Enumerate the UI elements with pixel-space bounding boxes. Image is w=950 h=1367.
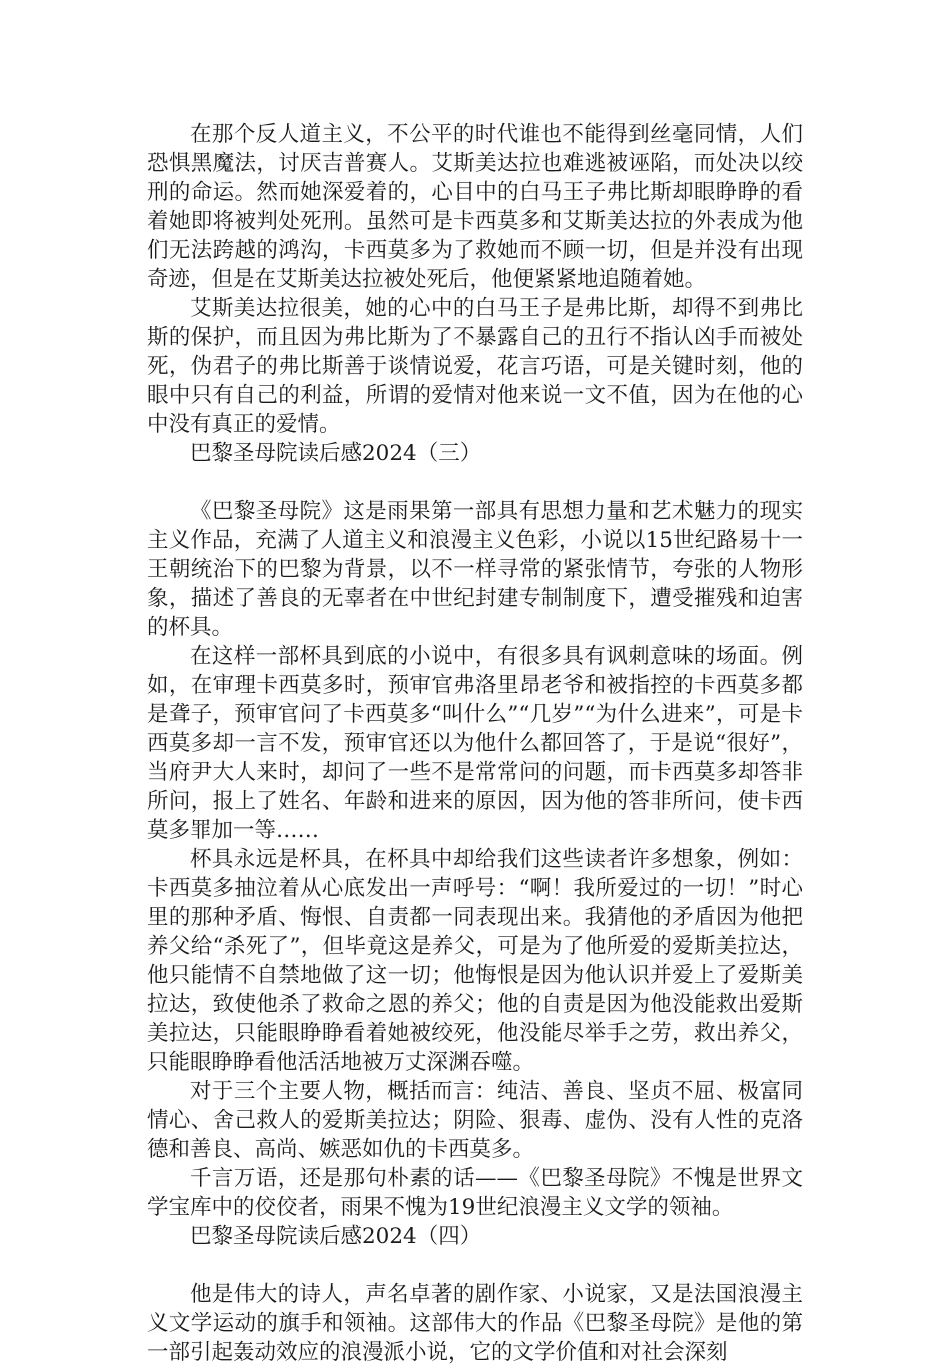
- paragraph: 《巴黎圣母院》这是雨果第一部具有思想力量和艺术魅力的现实主义作品，充满了人道主义和浪漫主义色彩，小说以15世纪路易十一王朝统治下的巴黎为背景，以不一样寻常的紧张情节，夸张的人物形象，描述了善良的无辜者在中世纪封建专制制度下，遭受摧残和迫害的杯具。: [147, 499, 803, 640]
- paragraph: 艾斯美达拉很美，她的心中的白马王子是弗比斯，却得不到弗比斯的保护，而且因为弗比斯为了不暴露自己的丑行不指认凶手而被处死，伪君子的弗比斯善于谈情说爱，花言巧语，可是关键时刻，他的眼中只有自己的利益，所谓的爱情对他来说一文不值，因为在他的心中没有真正的爱情。: [147, 296, 803, 437]
- section-heading-4: 巴黎圣母院读后感2024（四）: [190, 1224, 482, 1249]
- blank-line: [147, 1251, 803, 1280]
- paragraph: 在这样一部杯具到底的小说中，有很多具有讽刺意味的场面。例如，在审理卡西莫多时，预审官弗洛里昂老爷和被指控的卡西莫多都是聋子，预审官问了卡西莫多“叫什么”“几岁”“为什么进来”，可是卡西莫多却一言不发，预审官还以为他什么都回答了，于是说“很好”，当府尹大人来时，却问了一些不是常常问的问题，而卡西莫多却答非所问，报上了姓名、年龄和进来的原因，因为他的答非所问，使卡西莫多罪加一等……: [147, 644, 803, 843]
- paragraph: 对于三个主要人物，概括而言：纯洁、善良、坚贞不屈、极富同情心、舍己救人的爱斯美拉达；阴险、狠毒、虚伪、没有人性的克洛德和善良、高尚、嫉恶如仇的卡西莫多。: [147, 1079, 803, 1162]
- paragraph: 千言万语，还是那句朴素的话——《巴黎圣母院》不愧是世界文学宝库中的佼佼者，雨果不愧为19世纪浪漫主义文学的领袖。: [147, 1166, 803, 1220]
- blank-line: [147, 468, 803, 497]
- paragraph: 杯具永远是杯具，在杯具中却给我们这些读者许多想象，例如：卡西莫多抽泣着从心底发出一声呼号：“啊！我所爱过的一切！”时心里的那种矛盾、悔恨、自责都一同表现出来。我猜他的矛盾因为他把养父给“杀死了”，但毕竟这是养父，可是为了他所爱的爱斯美拉达，他只能情不自禁地做了这一切；他悔恨是因为他认识并爱上了爱斯美拉达，致使他杀了救命之恩的养父；他的自责是因为他没能救出爱斯美拉达，只能眼睁睁看着她被绞死，他没能尽举手之劳，救出养父，只能眼睁睁看他活活地被万丈深渊吞噬。: [147, 847, 803, 1075]
- paragraph: 他是伟大的诗人，声名卓著的剧作家、小说家，又是法国浪漫主义文学运动的旗手和领袖。这部伟大的作品《巴黎圣母院》是他的第一部引起轰动效应的浪漫派小说，它的文学价值和对社会深刻: [147, 1282, 803, 1365]
- document-body: [147, 120, 803, 1367]
- section-heading-3: 巴黎圣母院读后感2024（三）: [190, 441, 482, 466]
- paragraph: 在那个反人道主义，不公平的时代谁也不能得到丝毫同情，人们恐惧黑魔法，讨厌吉普赛人。艾斯美达拉也难逃被诬陷，而处决以绞刑的命运。然而她深爱着的，心目中的白马王子弗比斯却眼睁睁的看着她即将被判处死刑。虽然可是卡西莫多和艾斯美达拉的外表成为他们无法跨越的鸿沟，卡西莫多为了救她而不顾一切，但是并没有出现奇迹，但是在艾斯美达拉被处死后，他便紧紧地追随着她。: [147, 122, 803, 292]
